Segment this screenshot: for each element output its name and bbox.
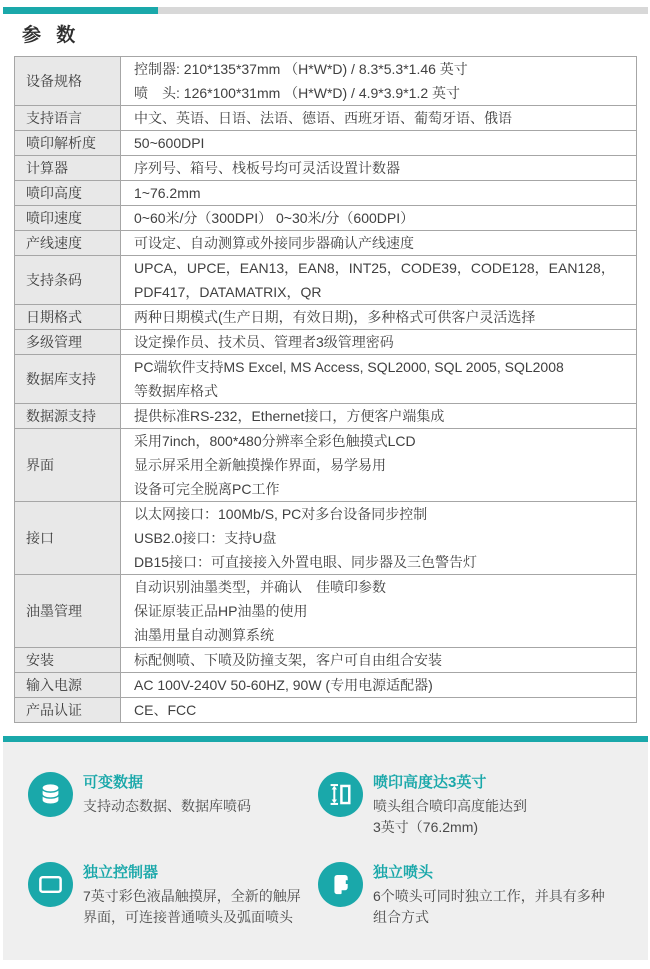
- controller-screen-icon: [28, 862, 73, 907]
- spec-label: 计算器: [15, 156, 121, 181]
- feature-title: 独立喷头: [373, 864, 434, 881]
- spec-value-line: 等数据库格式: [134, 383, 218, 399]
- spec-value-line: 油墨用量自动测算系统: [134, 627, 274, 643]
- feature-description-line: 支持动态数据、数据库喷码: [83, 798, 251, 814]
- table-row: [15, 355, 637, 404]
- feature-item: [318, 862, 642, 928]
- spec-value: [121, 698, 637, 723]
- feature-text: [83, 862, 301, 928]
- spec-value-line: 提供标准RS-232，Ethernet接口，方便客户端集成: [134, 408, 445, 424]
- spec-label: 日期格式: [15, 305, 121, 330]
- spec-value-line: 50~600DPI: [134, 135, 205, 151]
- spec-value: [121, 330, 637, 355]
- table-row: [15, 575, 637, 648]
- spec-label: 喷印高度: [15, 181, 121, 206]
- top-accent-bar: [3, 7, 158, 14]
- spec-label: 安装: [15, 648, 121, 673]
- feature-description-line: 3英寸（76.2mm): [373, 819, 479, 835]
- spec-value-line: 保证原装正品HP油墨的使用: [134, 603, 308, 619]
- table-row: [15, 698, 637, 723]
- spec-value: [121, 181, 637, 206]
- spec-value: [121, 355, 637, 404]
- feature-title: 独立控制器: [83, 864, 159, 881]
- feature-item: [28, 862, 318, 928]
- feature-text: [83, 772, 251, 817]
- table-row: [15, 330, 637, 355]
- spec-value-line: 设备可完全脱离PC工作: [134, 481, 280, 497]
- feature-item: [28, 772, 318, 838]
- table-row: [15, 305, 637, 330]
- print-height-icon: [318, 772, 363, 817]
- spec-label: 界面: [15, 429, 121, 502]
- spec-label: 油墨管理: [15, 575, 121, 648]
- spec-value: [121, 502, 637, 575]
- table-row: [15, 206, 637, 231]
- spec-value-line: 1~76.2mm: [134, 185, 201, 201]
- database-icon: [28, 772, 73, 817]
- table-row: [15, 429, 637, 502]
- spec-value-line: 可设定、自动测算或外接同步器确认产线速度: [134, 235, 414, 251]
- page-title: 参 数: [22, 25, 81, 46]
- spec-value: [121, 131, 637, 156]
- spec-label: 数据源支持: [15, 404, 121, 429]
- table-row: [15, 404, 637, 429]
- spec-label: 产线速度: [15, 231, 121, 256]
- spec-value: [121, 256, 637, 305]
- spec-table: [14, 56, 637, 723]
- spec-value-line: 两种日期模式(生产日期，有效日期)，多种格式可供客户灵活选择: [134, 309, 536, 325]
- spec-value: [121, 673, 637, 698]
- spec-value: [121, 231, 637, 256]
- table-row: [15, 648, 637, 673]
- spec-value-line: PDF417，DATAMATRIX，QR: [134, 284, 322, 300]
- table-row: [15, 57, 637, 106]
- features-section: [3, 742, 648, 960]
- spec-label: 支持语言: [15, 106, 121, 131]
- spec-value-line: CE、FCC: [134, 702, 197, 718]
- feature-title: 喷印高度达3英寸: [373, 774, 487, 791]
- feature-description-line: 喷头组合喷印高度能达到: [373, 798, 527, 814]
- table-row: [15, 181, 637, 206]
- table-row: [15, 106, 637, 131]
- spec-value-line: PC端软件支持MS Excel, MS Access, SQL2000, SQL 2005, SQL2008: [134, 359, 564, 375]
- spec-value-line: 标配侧喷、下喷及防撞支架，客户可自由组合安装: [134, 652, 442, 668]
- feature-description-line: 7英寸彩色液晶触摸屏，全新的触屏: [83, 888, 301, 904]
- spec-value: [121, 575, 637, 648]
- spec-value: [121, 305, 637, 330]
- spec-value-line: 控制器: 210*135*37mm （H*W*D) / 8.3*5.3*1.46 英寸: [134, 61, 468, 77]
- spec-value-line: UPCA，UPCE，EAN13，EAN8，INT25，CODE39，CODE128，EAN128，: [134, 260, 615, 276]
- table-row: [15, 673, 637, 698]
- spec-label: 输入电源: [15, 673, 121, 698]
- feature-description-line: 界面，可连接普通喷头及弧面喷头: [83, 909, 293, 925]
- spec-value: [121, 156, 637, 181]
- spec-label: 喷印解析度: [15, 131, 121, 156]
- spec-value: [121, 429, 637, 502]
- spec-label: 接口: [15, 502, 121, 575]
- table-row: [15, 131, 637, 156]
- feature-item: [318, 772, 642, 838]
- spec-value-line: 中文、英语、日语、法语、德语、西班牙语、葡萄牙语、俄语: [134, 110, 512, 126]
- spec-label: 支持条码: [15, 256, 121, 305]
- spec-table-body: [15, 57, 637, 723]
- spec-value-line: 自动识别油墨类型，并确认 佳喷印参数: [134, 579, 386, 595]
- spec-value: [121, 648, 637, 673]
- table-row: [15, 502, 637, 575]
- spec-value-line: 0~60米/分（300DPI） 0~30米/分（600DPI）: [134, 210, 415, 226]
- spec-value-line: 序列号、箱号、栈板号均可灵活设置计数器: [134, 160, 400, 176]
- spec-value: [121, 57, 637, 106]
- table-row: [15, 256, 637, 305]
- spec-value-line: AC 100V-240V 50-60HZ, 90W (专用电源适配器): [134, 677, 433, 693]
- spec-value-line: 采用7inch，800*480分辨率全彩色触摸式LCD: [134, 433, 416, 449]
- printhead-cartridge-icon: [318, 862, 363, 907]
- spec-value: [121, 404, 637, 429]
- feature-text: [373, 862, 605, 928]
- spec-value-line: 设定操作员、技术员、管理者3级管理密码: [134, 334, 394, 350]
- spec-value-line: 显示屏采用全新触摸操作界面，易学易用: [134, 457, 386, 473]
- spec-value-line: USB2.0接口：支持U盘: [134, 530, 277, 546]
- feature-title: 可变数据: [83, 774, 144, 791]
- spec-value-line: DB15接口：可直接接入外置电眼、同步器及三色警告灯: [134, 554, 478, 570]
- table-row: [15, 231, 637, 256]
- spec-label: 喷印速度: [15, 206, 121, 231]
- spec-value: [121, 206, 637, 231]
- table-row: [15, 156, 637, 181]
- spec-label: 多级管理: [15, 330, 121, 355]
- spec-value-line: 喷 头: 126*100*31mm （H*W*D) / 4.9*3.9*1.2 英寸: [134, 85, 461, 101]
- spec-label: 数据库支持: [15, 355, 121, 404]
- feature-description-line: 6个喷头可同时独立工作，并具有多种: [373, 888, 605, 904]
- top-decorative-bar: [3, 7, 648, 14]
- feature-text: [373, 772, 527, 838]
- spec-value-line: 以太网接口：100Mb/S, PC对多台设备同步控制: [134, 506, 428, 522]
- spec-label: 产品认证: [15, 698, 121, 723]
- features-grid: [3, 742, 648, 928]
- feature-description-line: 组合方式: [373, 909, 429, 925]
- spec-value: [121, 106, 637, 131]
- spec-label: 设备规格: [15, 57, 121, 106]
